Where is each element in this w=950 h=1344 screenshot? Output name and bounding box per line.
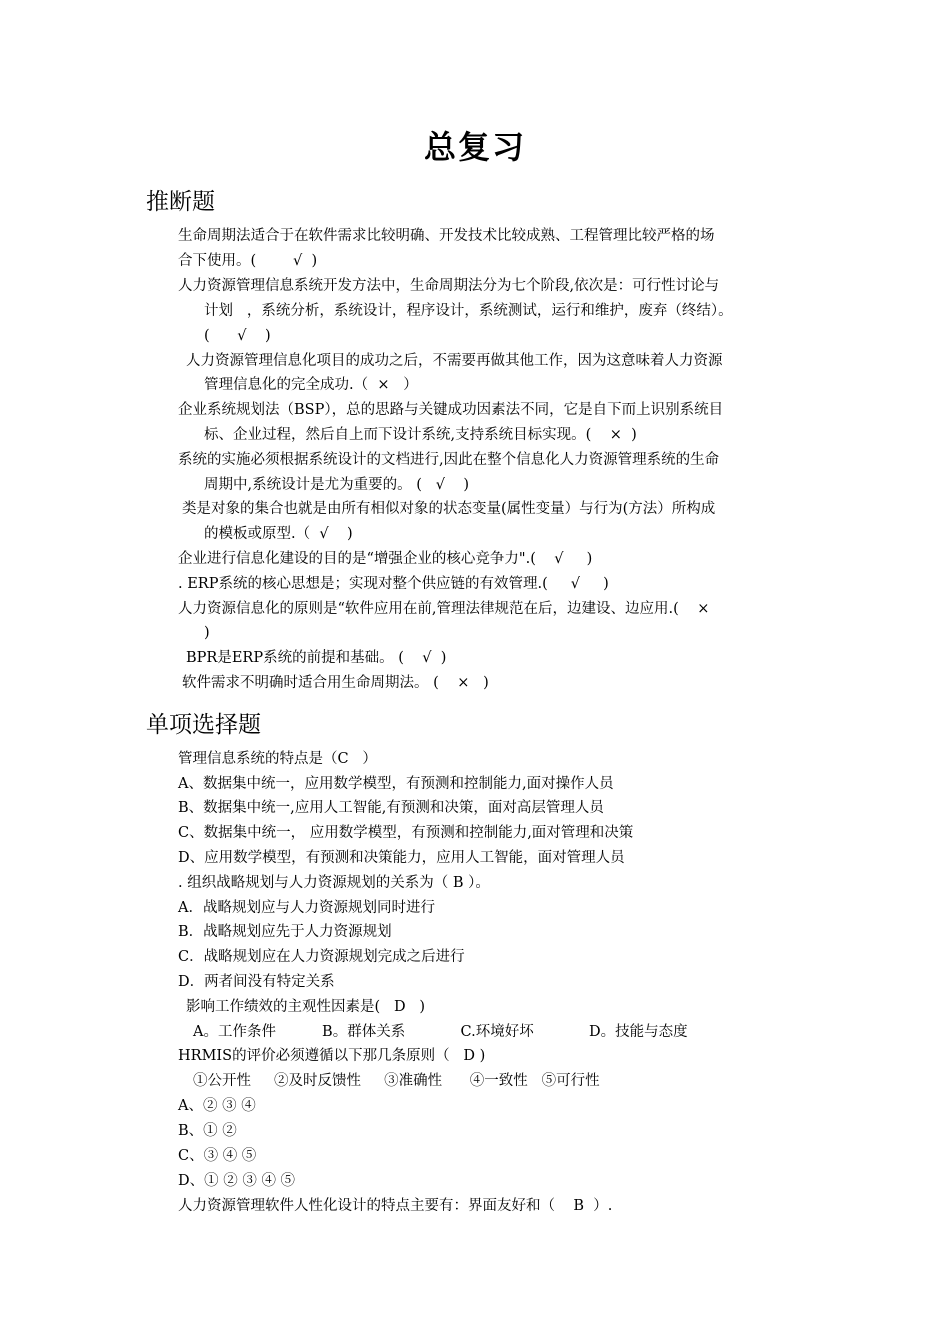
judge-line: 合下使用。( √ ) xyxy=(178,253,318,269)
judge-line: ) xyxy=(204,625,210,641)
judge-line: 人力资源管理信息系统开发方法中，生命周期法分为七个阶段,依次是：可行性讨论与 xyxy=(178,278,720,294)
choice-line: A．战略规划应与人力资源规划同时进行 xyxy=(178,900,435,916)
judge-line: . ERP系统的核心思想是；实现对整个供应链的有效管理.( √ ) xyxy=(178,576,609,592)
choice-line: B、数据集中统一,应用人工智能,有预测和决策，面对高层管理人员 xyxy=(178,800,604,816)
choice-line: ①公开性 ②及时反馈性 ③准确性 ④一致性 ⑤可行性 xyxy=(193,1073,600,1089)
choice-line: B．战略规划应先于人力资源规划 xyxy=(178,924,392,940)
judge-line: 人力资源管理信息化项目的成功之后，不需要再做其他工作，因为这意味着人力资源 xyxy=(186,353,723,369)
judge-line: 人力资源信息化的原则是“软件应用在前,管理法律规范在后，边建设、边应用.( × xyxy=(178,601,710,617)
choice-line: C、数据集中统一， 应用数学模型，有预测和控制能力,面对管理和决策 xyxy=(178,825,634,841)
judge-line: 标、企业过程，然后自上而下设计系统,支持系统目标实现。( × ) xyxy=(204,427,637,443)
choice-line: B、① ② xyxy=(178,1123,237,1139)
choice-line: C．战略规划应在人力资源规划完成之后进行 xyxy=(178,949,465,965)
judge-line: ( √ ) xyxy=(204,328,271,344)
choice-line: HRMIS的评价必须遵循以下那几条原则（ D ) xyxy=(178,1048,486,1064)
judge-line: 计划 ，系统分析，系统设计，程序设计，系统测试，运行和维护，废弃（终结）。 xyxy=(204,303,733,319)
judge-line: 生命周期法适合于在软件需求比较明确、开发技术比较成熟、工程管理比较严格的场 xyxy=(178,228,715,244)
judge-line: 管理信息化的完全成功.（ × ） xyxy=(204,377,418,393)
judge-line: 企业系统规划法（BSP），总的思路与关键成功因素法不同，它是自下而上识别系统目 xyxy=(178,402,724,418)
choice-line: C、③ ④ ⑤ xyxy=(178,1148,257,1164)
judge-line: BPR是ERP系统的前提和基础。 ( √ ) xyxy=(186,650,447,666)
choice-line: D、① ② ③ ④ ⑤ xyxy=(178,1173,296,1189)
judge-line: 类是对象的集合也就是由所有相似对象的状态变量(属性变量）与行为(方法）所构成 xyxy=(182,501,716,517)
judge-line: 软件需求不明确时适合用生命周期法。 ( × ) xyxy=(182,675,489,691)
choice-line: 影响工作绩效的主观性因素是( D ) xyxy=(186,999,426,1015)
choice-line: 人力资源管理软件人性化设计的特点主要有：界面友好和（ B ）. xyxy=(178,1198,613,1214)
judge-line: 周期中,系统设计是尤为重要的。 ( √ ) xyxy=(204,477,470,493)
judge-line: 企业进行信息化建设的目的是“增强企业的核心竞争力".( √ ) xyxy=(178,551,593,567)
page-title: 总复习 xyxy=(423,128,526,166)
choice-line: A。工作条件 B。群体关系 C.环境好坏 D。技能与态度 xyxy=(193,1024,688,1040)
choice-line: . 组织战略规划与人力资源规划的关系为（ B ）。 xyxy=(178,875,490,891)
section-heading-judge: 推断题 xyxy=(146,189,215,215)
section-heading-single: 单项选择题 xyxy=(146,712,261,738)
judge-line: 的模板或原型.（ √ ) xyxy=(204,526,353,542)
choice-line: D、应用数学模型，有预测和决策能力，应用人工智能，面对管理人员 xyxy=(178,850,625,866)
choice-line: D．两者间没有特定关系 xyxy=(178,974,335,990)
choice-line: A、数据集中统一，应用数学模型，有预测和控制能力,面对操作人员 xyxy=(178,776,614,792)
choice-line: 管理信息系统的特点是（C ） xyxy=(178,751,377,767)
choice-line: A、② ③ ④ xyxy=(178,1098,256,1114)
judge-line: 系统的实施必须根据系统设计的文档进行,因此在整个信息化人力资源管理系统的生命 xyxy=(178,452,720,468)
